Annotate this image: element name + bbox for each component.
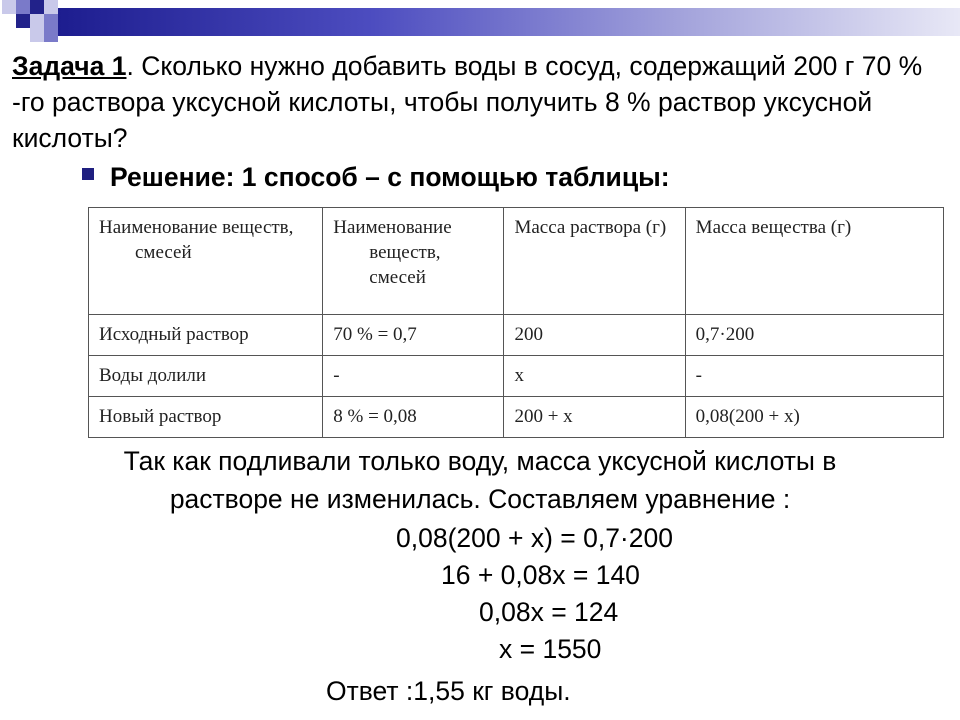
decor-square — [44, 0, 58, 14]
header-gradient-bar — [58, 8, 960, 36]
table-cell: 70 % = 0,7 — [323, 315, 504, 356]
explanation-line: растворе не изменилась. Составляем уравнение : — [169, 484, 791, 514]
table-cell: 8 % = 0,08 — [323, 397, 504, 438]
decor-square — [16, 0, 30, 14]
equation-line: 0,08х = 124 — [479, 597, 619, 627]
decor-square — [30, 14, 44, 28]
table-cell: х — [504, 356, 685, 397]
task-label: Задача 1 — [12, 51, 127, 81]
explanation-line: Так как подливали только воду, масса уксусной кислоты в — [123, 446, 837, 476]
table-cell: - — [323, 356, 504, 397]
decor-square — [16, 14, 30, 28]
decor-square — [2, 0, 16, 14]
table-cell: Исходный раствор — [89, 315, 323, 356]
decor-square — [44, 14, 58, 28]
bullet-icon — [82, 168, 94, 180]
table-cell: 0,08(200 + х) — [685, 397, 943, 438]
decor-square — [44, 28, 58, 42]
table-cell: 0,7·200 — [685, 315, 943, 356]
solution-table — [88, 207, 944, 438]
table-header-cell: Масса раствора (г) — [504, 208, 685, 315]
equation-line: х = 1550 — [499, 634, 602, 664]
solution-heading-row — [82, 157, 670, 197]
solution-heading: Решение: 1 способ – с помощью таблицы: — [110, 162, 670, 192]
table-row — [89, 397, 944, 438]
table-row — [89, 315, 944, 356]
table-header-cell: Наименование веществ, смесей — [323, 208, 504, 315]
table-header-cell: Наименование веществ, смесей — [89, 208, 323, 315]
table-row — [89, 356, 944, 397]
header-decoration — [0, 0, 960, 40]
table-cell: Воды долили — [89, 356, 323, 397]
equation-line: 0,08(200 + х) = 0,7·200 — [396, 523, 673, 553]
table-cell: Новый раствор — [89, 397, 323, 438]
task-text: . Сколько нужно добавить воды в сосуд, содержащий 200 г 70 % -го раствора уксусной кислоты, чтобы получить 8 % раствор уксусной кислоты? — [12, 51, 923, 153]
table-cell: - — [685, 356, 943, 397]
decor-square — [30, 28, 44, 42]
explanation — [0, 442, 960, 518]
table-cell: 200 + х — [504, 397, 685, 438]
table-header-cell: Масса вещества (г) — [685, 208, 943, 315]
equation-line: 16 + 0,08х = 140 — [441, 560, 640, 590]
decor-square — [30, 0, 44, 14]
answer: Ответ :1,55 кг воды. — [326, 676, 571, 706]
table-cell: 200 — [504, 315, 685, 356]
task-statement — [12, 48, 952, 156]
table-header-row — [89, 208, 944, 315]
